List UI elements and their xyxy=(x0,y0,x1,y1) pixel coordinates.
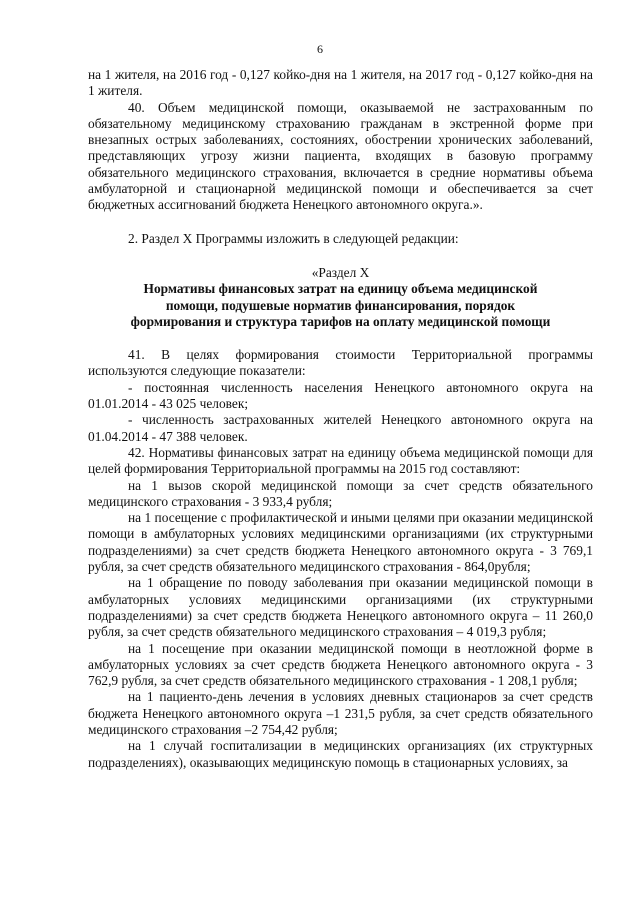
section-instruction: 2. Раздел X Программы изложить в следующей редакции: xyxy=(128,230,459,246)
paragraph-ambulance-call: на 1 вызов скорой медицинской помощи за счет средств обязательного медицинского страхования - 3 933,4 рубля; xyxy=(88,477,593,509)
page-number: 6 xyxy=(317,42,323,56)
paragraph-42: 42. Нормативы финансовых затрат на единицу объема медицинской помощи для целей формирования Территориальной программы на 2015 год составляют: xyxy=(88,444,593,477)
paragraph-insured: - численность застрахованных жителей Ненецкого автономного округа на 01.04.2014 - 47 388 человек. xyxy=(88,412,593,444)
section-subheading: Нормативы финансовых затрат на единицу объема медицинской помощи, подушевые норматив финансирования, порядок формирования и структура тарифов на оплату медицинской помощи xyxy=(130,281,551,329)
document-body xyxy=(88,67,593,771)
paragraph-population: - постоянная численность населения Ненецкого автономного округа на 01.01.2014 - 43 025 человек; xyxy=(88,379,593,412)
paragraph-preventive-visit: на 1 посещение с профилактической и иными целями при оказании медицинской помощи в амбулаторных условиях медицинскими организациями (их структурными подразделениями) за счет средств бюджета Ненецкого автономного округа - 3 769,1 рубля, за счет средств обязательного медицинского страхования - 864,0рубля; xyxy=(88,510,593,575)
paragraph-40: 40. Объем медицинской помощи, оказываемой не застрахованным по обязательному медицинскому страхованию гражданам в экстренной форме при внезапных острых заболеваниях, состояниях, обострении хронических заболеваний, представляющих угрозу жизни пациента, входящих в базовую программу обязательного медицинского страхования, включается в средние нормативы объема амбулаторной и стационарной медицинской помощи и обеспечивается за счет бюджетных ассигнований бюджета Ненецкого автономного округа.». xyxy=(88,99,593,213)
paragraph-disease-appeal: на 1 обращение по поводу заболевания при оказании медицинской помощи в амбулаторных условиях медицинскими организациями (их структурными подразделениями) за счет средств бюджета Ненецкого автономного округа – 11 260,0 рубля, за счет средств обязательного медицинского страхования – 4 019,3 рубля; xyxy=(88,575,593,640)
paragraph-hospitalization: на 1 случай госпитализации в медицинских организациях (их структурных подразделениях), оказывающих медицинскую помощь в стационарных условиях, за xyxy=(88,738,593,770)
paragraph-day-hospital: на 1 пациенто-день лечения в условиях дневных стационаров за счет средств бюджета Ненецкого автономного округа –1 231,5 рубля, за счет средств обязательного медицинского страхования –2 754,42 рубля; xyxy=(88,689,593,737)
paragraph-continuation: на 1 жителя, на 2016 год - 0,127 койко-дня на 1 жителя, на 2017 год - 0,127 койко-дня на 1 жителя. xyxy=(88,67,593,99)
paragraph-urgent-visit: на 1 посещение при оказании медицинской помощи в неотложной форме в амбулаторных условиях за счет средств бюджета Ненецкого автономного округа - 3 762,9 рубля, за счет средств обязательного медицинского страхования - 1 208,1 рубля; xyxy=(88,640,593,689)
section-heading: «Раздел X xyxy=(311,264,370,280)
paragraph-41: 41. В целях формирования стоимости Территориальной программы используются следующие показатели: xyxy=(88,347,593,379)
